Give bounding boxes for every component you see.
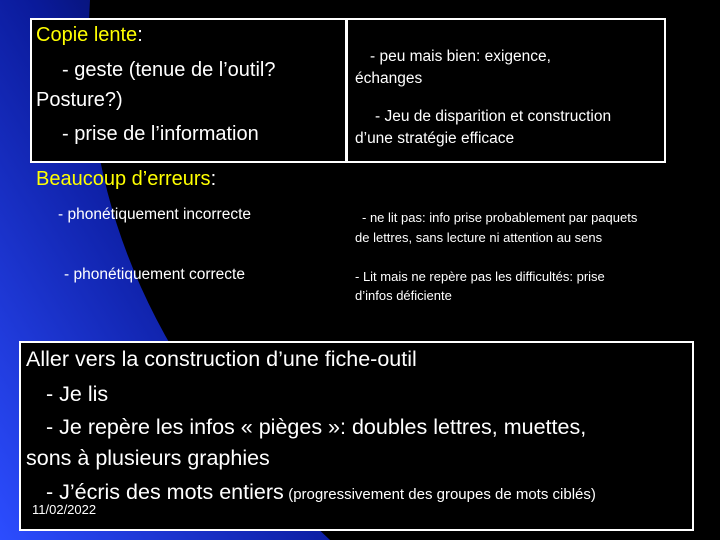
tool-sheet-step-write: - J’écris des mots entiers (progressivement des groupes de mots ciblés) [46, 480, 596, 504]
tool-sheet-step-spot: - Je repère les infos « pièges »: doubles lettres, muettes, [46, 415, 587, 439]
tool-sheet-title: Aller vers la construction d’une fiche-outil [26, 347, 417, 371]
strategy-line-2: échanges [355, 70, 423, 87]
slow-copy-heading: Copie lente: [36, 24, 143, 46]
errors-heading: Beaucoup d’erreurs: [36, 168, 217, 190]
slow-copy-item-info: - prise de l’information [62, 123, 259, 145]
tool-sheet-step-spot-cont: sons à plusieurs graphies [26, 446, 270, 470]
slow-copy-item-posture: Posture?) [36, 89, 123, 111]
tool-sheet-step-read: - Je lis [46, 382, 109, 406]
errors-item-correct: - phonétiquement correcte [64, 266, 245, 283]
note-correct-line-1: - Lit mais ne repère pas les difficultés: prise [355, 269, 605, 284]
errors-item-incorrect: - phonétiquement incorrecte [58, 206, 252, 223]
slide-date: 11/02/2022 [32, 502, 97, 517]
strategy-line-4: d’une stratégie efficace [355, 130, 515, 147]
note-incorrect-line-2: de lettres, sans lecture ni attention au sens [355, 230, 603, 245]
strategy-line-3: - Jeu de disparition et construction [375, 108, 612, 125]
note-correct-line-2: d’infos déficiente [355, 288, 452, 303]
note-incorrect-line-1: - ne lit pas: info prise probablement par paquets [362, 210, 638, 225]
strategy-line-1: - peu mais bien: exigence, [370, 48, 551, 65]
slow-copy-item-gesture: - geste (tenue de l’outil? [62, 59, 276, 81]
